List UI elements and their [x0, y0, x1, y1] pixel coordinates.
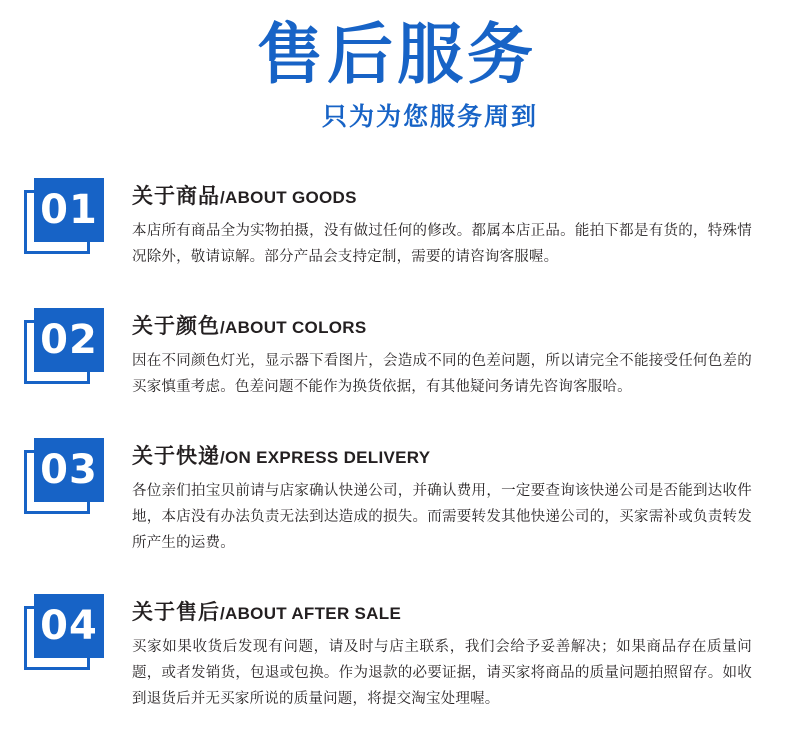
section-heading: [132, 440, 766, 470]
section-paragraph: 各位亲们拍宝贝前请与店家确认快递公司，并确认费用，一定要查询该快递公司是否能到达收件地，本店没有办法负责无法到达造成的损失。而需要转发其他快递公司的，买家需补或负责转发所产生的运费。: [132, 483, 752, 551]
section-paragraph: 因在不同颜色灯光，显示器下看图片，会造成不同的色差问题，所以请完全不能接受任何色差的买家慎重考虑。色差问题不能作为换货依据，有其他疑问务请先咨询客服哈。: [132, 353, 752, 395]
section-body: [132, 438, 766, 556]
section-list: [0, 178, 790, 712]
page-title: 售后服务: [257, 16, 537, 93]
section-heading-cn: 关于商品: [132, 184, 220, 208]
section-heading-cn: 关于颜色: [132, 314, 220, 338]
section-item: [24, 308, 766, 400]
section-item: [24, 178, 766, 270]
section-number-badge: [24, 438, 116, 516]
section-heading: [132, 180, 766, 210]
badge-number: 02: [34, 308, 104, 372]
section-heading-en: /ABOUT AFTER SALE: [220, 604, 402, 623]
section-number-badge: [24, 178, 116, 256]
section-heading-cn: 关于售后: [132, 600, 220, 624]
badge-number: 04: [34, 594, 104, 658]
section-heading-en: /ABOUT COLORS: [220, 318, 367, 337]
badge-number: 03: [34, 438, 104, 502]
page-subtitle: 只为为您服务周到: [321, 102, 538, 131]
section-heading-en: /ABOUT GOODS: [220, 188, 357, 207]
section-body: [132, 594, 766, 712]
section-item: [24, 594, 766, 712]
section-paragraph: 买家如果收货后发现有问题，请及时与店主联系，我们会给予妥善解决；如果商品存在质量问题，或者发销货，包退或包换。作为退款的必要证据，请买家将商品的质量问题拍照留存。如收到退货后并无买家所说的质量问题，将提交淘宝处理喔。: [132, 639, 752, 707]
section-body: [132, 178, 766, 270]
section-heading: [132, 596, 766, 626]
section-body: [132, 308, 766, 400]
page-header: [0, 0, 790, 134]
badge-number: 01: [34, 178, 104, 242]
section-heading-cn: 关于快递: [132, 444, 220, 468]
section-heading: [132, 310, 766, 340]
section-paragraph: 本店所有商品全为实物拍摄，没有做过任何的修改。都属本店正品。能拍下都是有货的，特殊情况除外，敬请谅解。部分产品会支持定制，需要的请咨询客服喔。: [132, 223, 752, 265]
section-heading-en: /ON EXPRESS DELIVERY: [220, 448, 431, 467]
section-number-badge: [24, 594, 116, 672]
section-item: [24, 438, 766, 556]
section-number-badge: [24, 308, 116, 386]
